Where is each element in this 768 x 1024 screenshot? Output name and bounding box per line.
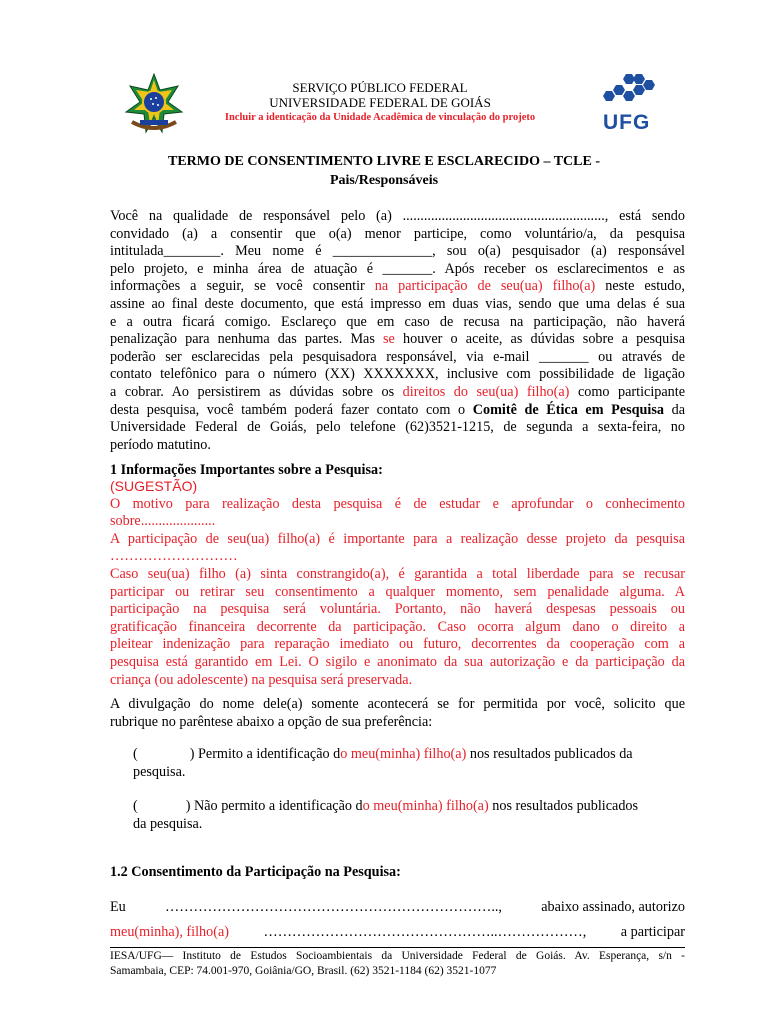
option-text: Não permito a identificação d: [194, 798, 363, 814]
section-1-line: criança (ou adolescente) na pesquisa será preservada.: [110, 671, 413, 688]
section-1-line: sobre.....................: [110, 513, 216, 530]
section-1-body: [110, 478, 685, 689]
intro-text: a cobrar. Ao persistirem as dúvidas sobre os: [110, 383, 403, 400]
document-title: [100, 152, 668, 190]
header-service: SERVIÇO PÚBLICO FEDERAL: [292, 80, 468, 95]
title-line-1: TERMO DE CONSENTIMENTO LIVRE E ESCLARECIDO – TCLE -: [167, 154, 600, 169]
footer-divider: [110, 947, 685, 948]
consent-name-blank[interactable]: ……………………………………………………………..,: [165, 899, 502, 915]
option-highlight: o meu(minha) filho(a): [362, 798, 489, 814]
consent-highlight: meu(minha), filho(a): [110, 924, 229, 940]
option-allow-identification: [133, 745, 685, 781]
intro-line: intitulada________. Meu nome é ______________, sou o(a) pesquisador (a) responsável: [110, 243, 685, 260]
disclosure-paragraph: [110, 696, 685, 731]
intro-line: convidado (a) a consentir que o(a) menor participe, como voluntário/a, da pesquisa: [110, 225, 685, 242]
ufg-logo-hexagons: [600, 72, 664, 106]
consent-row: [110, 924, 685, 942]
intro-line: [110, 384, 685, 402]
ufg-logo-text: UFG: [603, 111, 651, 134]
intro-line: [110, 402, 685, 420]
section-1-line: ………………………: [110, 548, 238, 565]
footer-line: Samambaia, CEP: 74.001-970, Goiânia/GO, Brasil. (62) 3521-1184 (62) 3521-1077: [110, 964, 497, 977]
consent-text: a participar: [620, 924, 685, 940]
consent-line-2: [110, 924, 685, 942]
header-university: UNIVERSIDADE FEDERAL DE GOIÁS: [269, 95, 491, 110]
intro-text: informações a seguir, se você consentir: [110, 278, 375, 295]
intro-line: período matutino.: [110, 436, 211, 453]
option-checkbox[interactable]: [133, 746, 194, 762]
disclosure-line: A divulgação do nome dele(a) somente acontecerá se for permitida por você, solicito que: [110, 696, 685, 712]
section-1-line: A participação de seu(ua) filho(a) é importante para a realização desse projeto da pesquisa: [110, 530, 685, 547]
intro-line: Você na qualidade de responsável pelo (a) ........................................................., está sendo: [110, 208, 685, 224]
intro-highlight: se: [383, 331, 395, 348]
intro-text: desta pesquisa, você também poderá fazer contato com o: [110, 401, 473, 418]
consent-text: abaixo assinado, autorizo: [541, 899, 685, 915]
paren-close: ): [185, 798, 191, 814]
intro-bold: Comitê de Ética em Pesquisa: [472, 401, 664, 418]
paren-open: (: [133, 798, 138, 814]
option-line: [133, 745, 685, 763]
option-text: Permito a identificação d: [198, 746, 341, 762]
intro-line: pelo projeto, e minha área de atuação é _______. Após receber os esclarecimentos e as: [110, 260, 685, 277]
option-line-2: da pesquisa.: [133, 816, 203, 832]
consent-text: Eu: [110, 899, 126, 915]
header-unit-note: Incluir a identicação da Unidade Acadêmica de vinculação do projeto: [224, 112, 536, 123]
consent-line-1: [110, 899, 685, 917]
section-1-line: gratificação financeira decorrente da participação. Caso ocorra algum dano o direito a: [110, 618, 685, 635]
intro-text: como participante: [569, 383, 685, 400]
consent-child-blank[interactable]: …………………………………………..………………,: [263, 924, 587, 940]
intro-highlight: direitos do seu(ua) filho(a): [402, 383, 570, 400]
section-1-2-heading: 1.2 Consentimento da Participação na Pesquisa:: [110, 864, 401, 880]
option-line-2: pesquisa.: [133, 764, 186, 780]
suggestion-label: (SUGESTÃO): [110, 478, 198, 494]
section-1-line: O motivo para realização desta pesquisa é de estudar e aprofundar o conhecimento: [110, 495, 685, 512]
document-footer: [110, 949, 685, 978]
footer-line: IESA/UFG— Instituto de Estudos Socioambientais da Universidade Federal de Goiás. Av. Esperança, s/n -: [110, 950, 685, 962]
intro-line: [110, 278, 685, 296]
section-1-line: pesquisa está garantido em Lei. O sigilo e anonimato da sua autorização e da participação da: [110, 653, 685, 670]
consent-row: [110, 899, 685, 917]
title-line-2: Pais/Responsáveis: [329, 173, 439, 188]
option-checkbox[interactable]: [133, 798, 190, 814]
intro-text: houver o aceite, as dúvidas sobre a pesquisa: [394, 331, 685, 348]
option-highlight: o meu(minha) filho(a): [340, 746, 467, 762]
option-line: [133, 797, 685, 815]
paren-close: ): [189, 746, 195, 762]
intro-text: neste estudo,: [595, 278, 685, 295]
intro-line: Universidade Federal de Goiás, pelo telefone (62)3521-1215, de segunda a sexta-feira, no: [110, 419, 685, 436]
option-deny-identification: [133, 797, 685, 833]
section-1-line: Caso seu(ua) filho (a) sinta constrangido(a), é garantida a total liberdade para se recusar: [110, 565, 685, 582]
option-text: nos resultados publicados da: [466, 746, 633, 762]
section-1-heading: 1 Informações Importantes sobre a Pesquisa:: [110, 462, 383, 478]
section-1-line: pleitear indenização para reparação imediato ou futuro, decorrentes da cooperação com a: [110, 636, 685, 653]
intro-line: poderão ser esclarecidas pela pesquisadora responsável, via e-mail _______ ou através de: [110, 348, 685, 365]
intro-text: penalização para nenhuma das partes. Mas: [110, 331, 384, 348]
intro-line: contato telefônico para o número (XX) XXXXXXX, inclusive com possibilidade de ligação: [110, 366, 685, 383]
intro-line: e a outra ficará comigo. Esclareço que em caso de recusa na participação, não haverá: [110, 313, 685, 330]
intro-line: assine ao final deste documento, que está impresso em duas vias, sendo que uma delas é sua: [110, 295, 685, 312]
intro-line: [110, 331, 685, 349]
intro-text: da: [663, 401, 685, 418]
intro-paragraph: [110, 208, 685, 454]
section-1-line: participar ou retirar seu consentimento a qualquer momento, sem penalidade alguma. A: [110, 583, 685, 600]
document-header: [160, 80, 600, 125]
disclosure-line: rubrique no parêntese abaixo a opção de sua preferência:: [110, 713, 433, 730]
section-1-line: participação na pesquisa será voluntária. Portanto, não haverá despesas pessoais ou: [110, 601, 685, 618]
ufg-logo: [600, 72, 664, 132]
intro-highlight: na participação de seu(ua) filho(a): [374, 278, 596, 295]
option-text: nos resultados publicados: [488, 798, 639, 814]
paren-open: (: [133, 746, 138, 762]
